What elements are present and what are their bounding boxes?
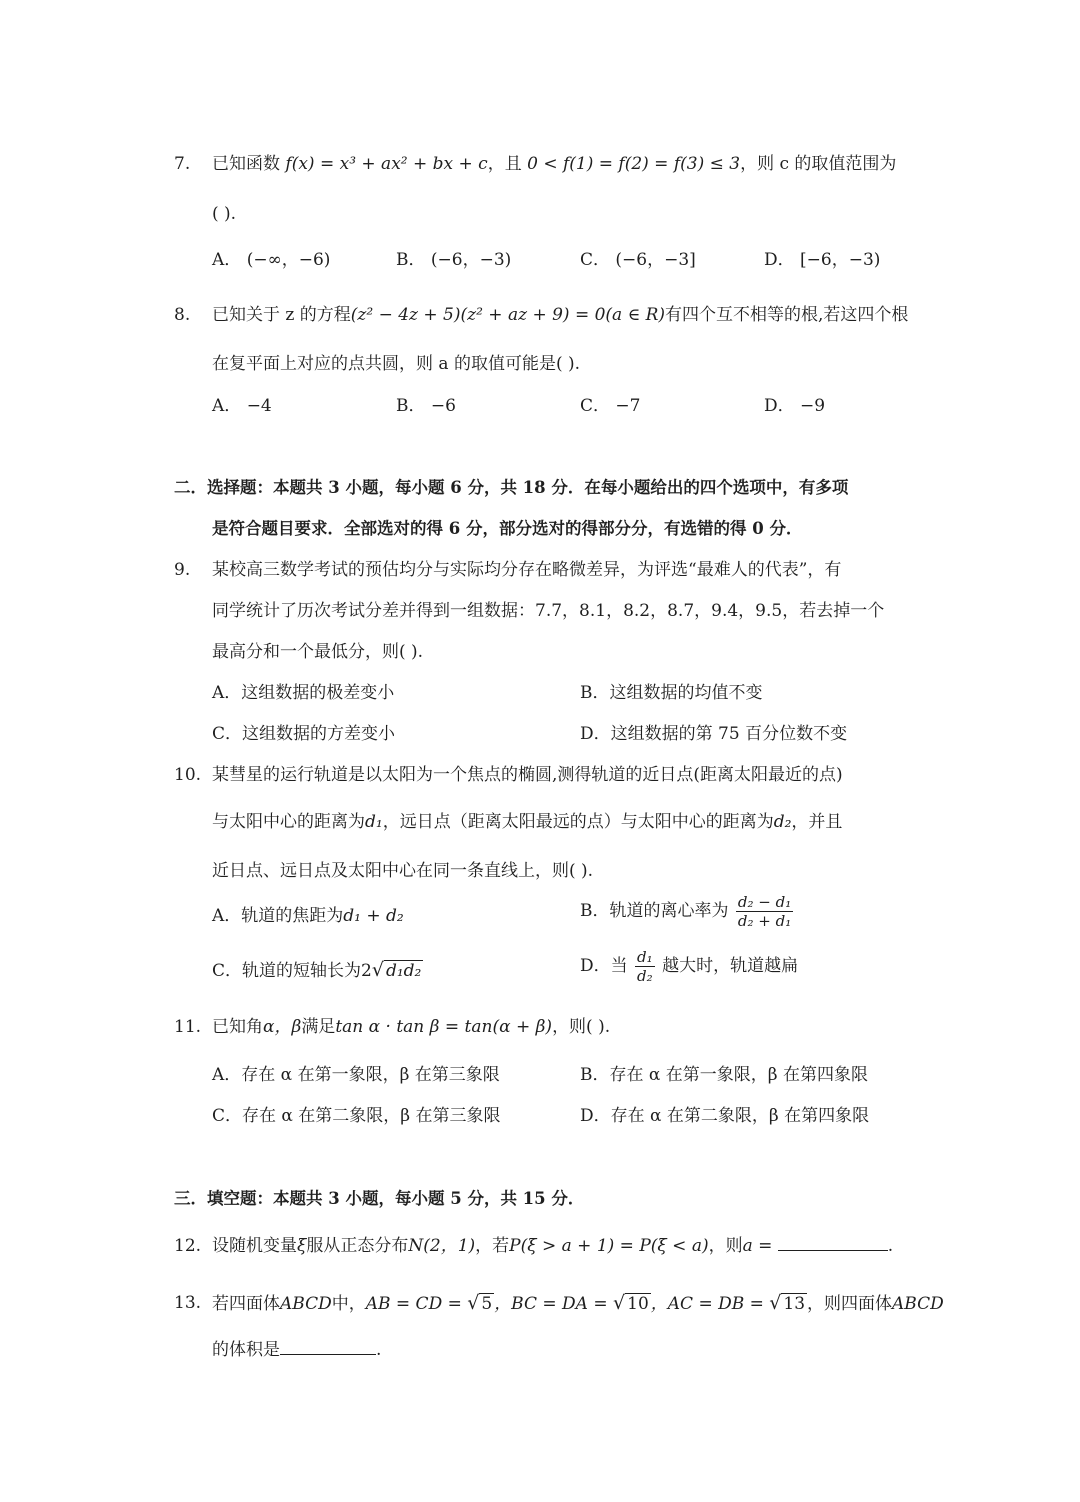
q12-answer-blank[interactable]: [778, 1234, 888, 1251]
q7-stem-c: ，则 c 的取值范围为: [740, 154, 897, 174]
q7-formula: f(x) = x³ + ax² + bx + c: [285, 154, 488, 174]
q11-number: 11.: [174, 1017, 202, 1037]
q13-number: 13.: [174, 1293, 202, 1313]
q9-number: 9.: [174, 560, 191, 580]
q13-line1: 若四面体ABCD中，AB = CD = √ 5 ，BC = DA = √ 10 ，AC = DB = √ 13 ，则四面体ABCD: [212, 1292, 944, 1314]
q9-option-c: C．这组数据的方差变小: [212, 724, 396, 744]
q8-option-a: A． −4: [212, 396, 272, 416]
q7-option-a: A． (−∞，−6): [212, 250, 331, 270]
q10-option-d: D．当 $\frac{\text{d₁}}{\text{d₂}}$ 越大时，轨道越扁: [580, 948, 799, 985]
q8-option-d: D． −9: [764, 396, 826, 416]
section2-heading-line2: 是符合题目要求．全部选对的得 6 分，部分选对的得部分分，有选错的得 0 分．: [212, 519, 803, 538]
q8-number: 8.: [174, 305, 191, 325]
q10-line1: 某彗星的运行轨道是以太阳为一个焦点的椭圆,测得轨道的近日点(距离太阳最近的点): [212, 765, 843, 785]
q12-number: 12.: [174, 1236, 202, 1256]
q11-option-c: C．存在 α 在第二象限，β 在第三象限: [212, 1106, 501, 1126]
q9-option-b: B．这组数据的均值不变: [580, 683, 763, 703]
q7-option-c: C． (−6，−3]: [580, 250, 696, 270]
q13-answer-blank[interactable]: [280, 1338, 376, 1355]
q7-option-b: B． (−6，−3): [396, 250, 512, 270]
q10-eccentricity-fraction: $\frac{\text{d₂ − d₁}}{\text{d₂ + d₁}}$: [737, 893, 792, 930]
q11-option-a: A．存在 α 在第一象限，β 在第三象限: [212, 1065, 500, 1085]
q11-option-b: B．存在 α 在第一象限，β 在第四象限: [580, 1065, 869, 1085]
q8-option-c: C． −7: [580, 396, 641, 416]
q7-stem: [212, 152, 896, 176]
q8-line2: 在复平面上对应的点共圆，则 a 的取值可能是( ).: [212, 354, 581, 374]
q9-option-d: D．这组数据的第 75 百分位数不变: [580, 724, 848, 744]
section3-heading: 三．填空题：本题共 3 小题，每小题 5 分，共 15 分．: [174, 1189, 585, 1208]
q12-line: 设随机变量ξ服从正态分布N(2，1)，若P(ξ > a + 1) = P(ξ < a)，则a = .: [212, 1236, 894, 1256]
q11-option-d: D．存在 α 在第二象限，β 在第四象限: [580, 1106, 870, 1126]
q7-stem-b: ，且: [487, 154, 522, 174]
q8-equation: (z² − 4z + 5)(z² + az + 9) = 0(a ∈ R): [350, 305, 665, 325]
q7-option-d: D． [−6，−3): [764, 250, 881, 270]
q10-option-c: C．轨道的短轴长为2√ d₁d₂: [212, 959, 422, 981]
q10-option-b: B．轨道的离心率为 $\frac{\text{d₂ − d₁}}{\text{d₂ + d₁}}$: [580, 893, 792, 930]
q11-line1: 已知角α，β满足tan α · tan β = tan(α + β)，则( ).: [212, 1017, 611, 1037]
q10-line3: 近日点、远日点及太阳中心在同一条直线上，则( ).: [212, 861, 594, 881]
q8-line1: 已知关于 z 的方程(z² − 4z + 5)(z² + az + 9) = 0(a ∈ R)有四个互不相等的根,若这四个根: [212, 305, 909, 325]
q10-ratio-fraction: $\frac{\text{d₁}}{\text{d₂}}$: [637, 948, 653, 985]
q7-condition: 0 < f(1) = f(2) = f(3) ≤ 3: [527, 154, 741, 174]
q9-line3: 最高分和一个最低分，则( ).: [212, 642, 424, 662]
q9-line2: 同学统计了历次考试分差并得到一组数据：7.7，8.1，8.2，8.7，9.4，9.5，若去掉一个: [212, 601, 885, 621]
q8-option-b: B． −6: [396, 396, 456, 416]
q7-stem-a: 已知函数: [212, 154, 280, 174]
q9-line1: 某校高三数学考试的预估均分与实际均分存在略微差异，为评选“最难人的代表”，有: [212, 560, 842, 580]
q7-paren: ( ).: [212, 204, 237, 224]
section2-heading-line1: 二．选择题：本题共 3 小题，每小题 6 分，共 18 分．在每小题给出的四个选项中，有多项: [174, 478, 849, 497]
q9-option-a: A．这组数据的极差变小: [212, 683, 395, 703]
q10-line2: 与太阳中心的距离为d₁，远日点（距离太阳最远的点）与太阳中心的距离为d₂，并且: [212, 812, 843, 832]
q10-number: 10.: [174, 765, 202, 785]
q7-number: 7.: [174, 154, 191, 174]
q13-line2: 的体积是 .: [212, 1340, 382, 1360]
q10-option-a: A．轨道的焦距为d₁ + d₂: [212, 906, 404, 926]
